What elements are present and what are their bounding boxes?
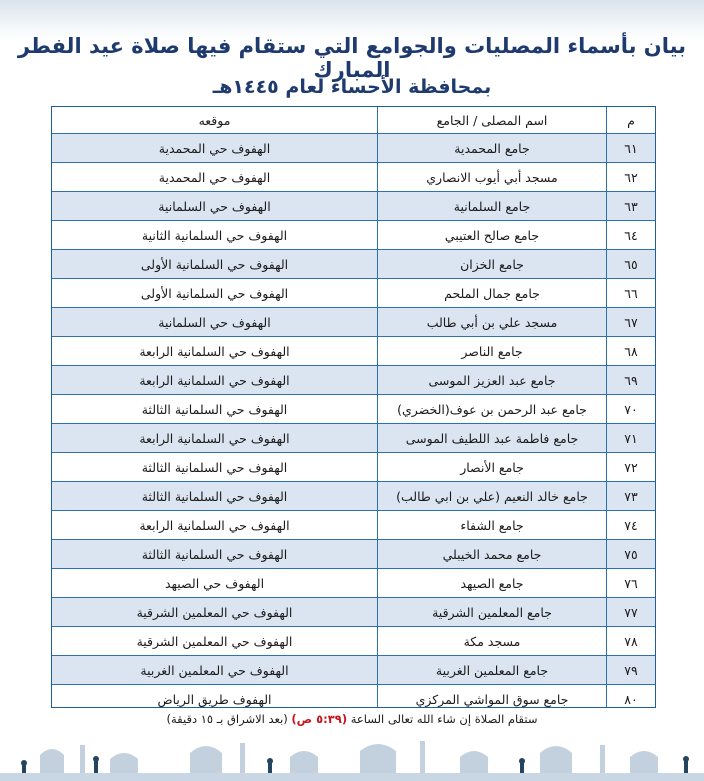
- page-title: بيان بأسماء المصليات والجوامع التي ستقام فيها صلاة عيد الفطر المبارك: [17, 34, 687, 82]
- mosque-name: جامع محمد الخيبلي: [378, 540, 607, 569]
- prayer-time: (٥:٣٩ ص): [291, 712, 348, 726]
- table-row: [52, 134, 655, 163]
- row-number: ٧١: [607, 424, 656, 453]
- note-text: ستقام الصلاة إن شاء الله تعالى الساعة: [350, 712, 538, 726]
- mosque-name: مسجد مكة: [378, 627, 607, 656]
- mosque-location: الهفوف حي السلمانية الرابعة: [52, 366, 378, 395]
- table-row: [52, 250, 655, 279]
- table-row: [52, 395, 655, 424]
- row-number: ٨٠: [607, 685, 656, 709]
- row-number: ٦١: [607, 134, 656, 163]
- row-number: ٦٣: [607, 192, 656, 221]
- table-row: [52, 192, 655, 221]
- mosque-location: الهفوف حي المعلمين الشرقية: [52, 627, 378, 656]
- mosque-name: جامع الشفاء: [378, 511, 607, 540]
- row-number: ٦٨: [607, 337, 656, 366]
- mosque-name: جامع فاطمة عبد اللطيف الموسى: [378, 424, 607, 453]
- mosque-location: الهفوف حي الصيهد: [52, 569, 378, 598]
- row-number: ٦٤: [607, 221, 656, 250]
- row-number: ٧٠: [607, 395, 656, 424]
- mosque-location: الهفوف حي السلمانية الثالثة: [52, 482, 378, 511]
- table-row: [52, 598, 655, 627]
- table-row: [52, 163, 655, 192]
- mosque-location: الهفوف حي السلمانية الأولى: [52, 250, 378, 279]
- mosque-location: الهفوف حي السلمانية: [52, 192, 378, 221]
- mosque-name: جامع الأنصار: [378, 453, 607, 482]
- row-number: ٦٧: [607, 308, 656, 337]
- mosque-name: جامع صالح العتيبي: [378, 221, 607, 250]
- mosque-name: جامع جمال الملحم: [378, 279, 607, 308]
- table-header-row: [52, 107, 655, 134]
- table-row: [52, 685, 655, 709]
- column-header-location: موقعه: [52, 107, 378, 134]
- mosque-name: جامع المعلمين الشرقية: [378, 598, 607, 627]
- row-number: ٦٥: [607, 250, 656, 279]
- row-number: ٧٤: [607, 511, 656, 540]
- mosque-location: الهفوف حي المحمدية: [52, 134, 378, 163]
- mosque-name: جامع عبد الرحمن بن عوف(الخضري): [378, 395, 607, 424]
- row-number: ٧٨: [607, 627, 656, 656]
- mosque-name: جامع الخزان: [378, 250, 607, 279]
- table-row: [52, 308, 655, 337]
- mosque-location: الهفوف حي السلمانية الرابعة: [52, 424, 378, 453]
- mosque-table: [52, 107, 655, 708]
- table-row: [52, 424, 655, 453]
- mosque-name: جامع المعلمين الغربية: [378, 656, 607, 685]
- note-after: (بعد الاشراق بـ ١٥ دقيقة): [166, 712, 288, 726]
- page-subtitle: بمحافظة الأحساء لعام ١٤٤٥هـ: [212, 76, 492, 98]
- row-number: ٦٦: [607, 279, 656, 308]
- row-number: ٧٣: [607, 482, 656, 511]
- mosque-location: الهفوف حي السلمانية الأولى: [52, 279, 378, 308]
- table-row: [52, 656, 655, 685]
- mosque-name: جامع عبد العزيز الموسى: [378, 366, 607, 395]
- table-row: [52, 366, 655, 395]
- mosque-skyline-decoration: [0, 735, 704, 781]
- mosque-location: الهفوف حي السلمانية الرابعة: [52, 337, 378, 366]
- mosque-location: الهفوف حي المحمدية: [52, 163, 378, 192]
- mosque-location: الهفوف حي السلمانية الثالثة: [52, 395, 378, 424]
- mosque-location: الهفوف حي السلمانية الثالثة: [52, 540, 378, 569]
- mosque-name: جامع سوق المواشي المركزي: [378, 685, 607, 709]
- mosque-name: جامع السلمانية: [378, 192, 607, 221]
- mosque-location: الهفوف طريق الرياض: [52, 685, 378, 709]
- prayer-time-note: [0, 712, 704, 726]
- row-number: ٧٥: [607, 540, 656, 569]
- table-row: [52, 337, 655, 366]
- mosque-location: الهفوف حي المعلمين الشرقية: [52, 598, 378, 627]
- mosque-name: جامع خالد النعيم (علي بن ابي طالب): [378, 482, 607, 511]
- mosque-location: الهفوف حي السلمانية: [52, 308, 378, 337]
- column-header-num: م: [607, 107, 656, 134]
- mosque-location: الهفوف حي السلمانية الرابعة: [52, 511, 378, 540]
- row-number: ٧٢: [607, 453, 656, 482]
- table-row: [52, 221, 655, 250]
- table-row: [52, 540, 655, 569]
- column-header-name: اسم المصلى / الجامع: [378, 107, 607, 134]
- mosque-name: جامع الناصر: [378, 337, 607, 366]
- row-number: ٧٦: [607, 569, 656, 598]
- table-row: [52, 482, 655, 511]
- mosque-name: مسجد أبي أيوب الانصاري: [378, 163, 607, 192]
- table-row: [52, 627, 655, 656]
- table-row: [52, 511, 655, 540]
- row-number: ٧٩: [607, 656, 656, 685]
- mosque-location: الهفوف حي السلمانية الثانية: [52, 221, 378, 250]
- row-number: ٦٩: [607, 366, 656, 395]
- table-row: [52, 453, 655, 482]
- mosque-name: مسجد علي بن أبي طالب: [378, 308, 607, 337]
- mosque-location: الهفوف حي السلمانية الثالثة: [52, 453, 378, 482]
- table-row: [52, 569, 655, 598]
- mosque-table-frame: [51, 106, 656, 708]
- mosque-location: الهفوف حي المعلمين الغربية: [52, 656, 378, 685]
- row-number: ٦٢: [607, 163, 656, 192]
- row-number: ٧٧: [607, 598, 656, 627]
- table-row: [52, 279, 655, 308]
- mosque-name: جامع المحمدية: [378, 134, 607, 163]
- mosque-name: جامع الصيهد: [378, 569, 607, 598]
